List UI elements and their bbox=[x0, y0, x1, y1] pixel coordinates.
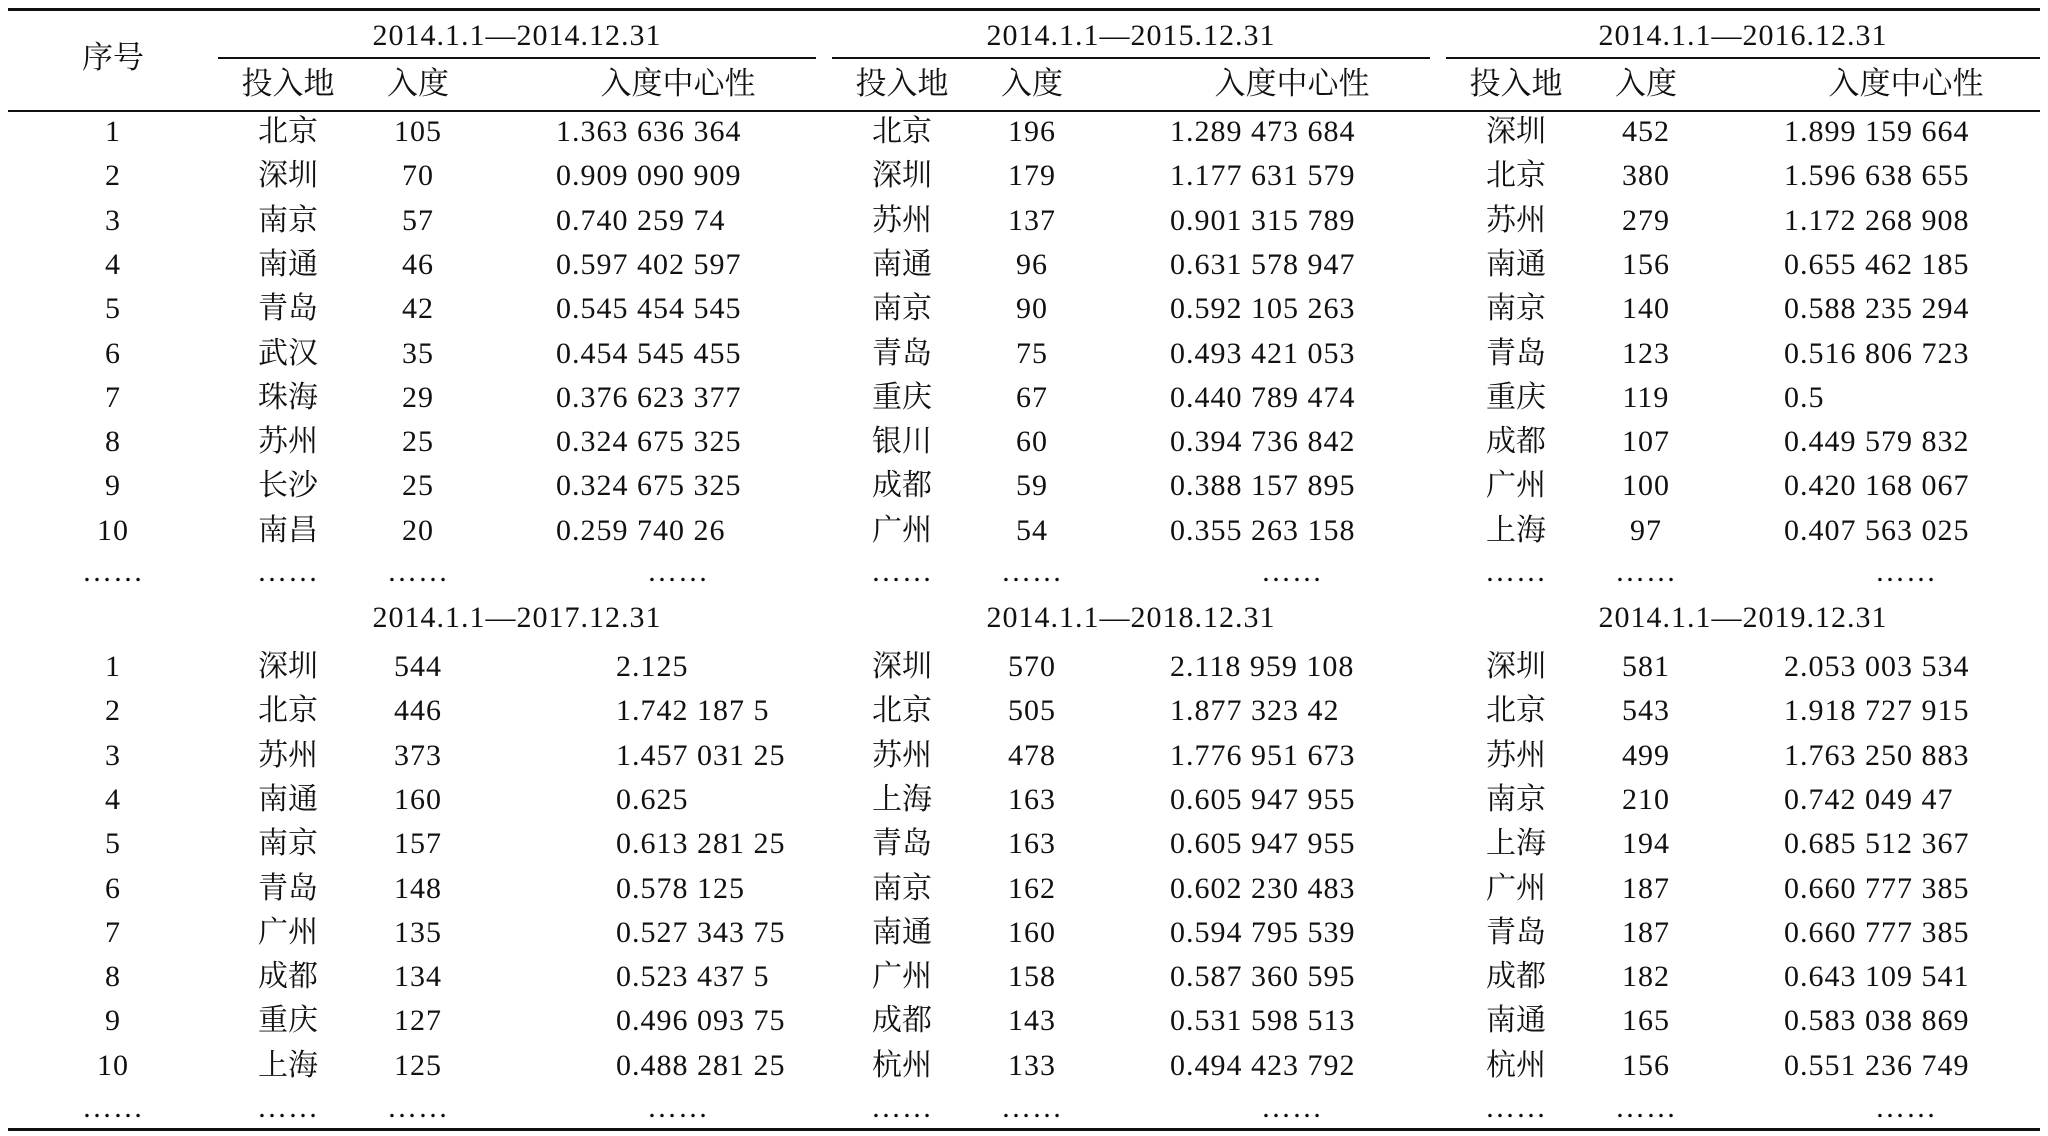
ellipsis: …… bbox=[387, 1091, 449, 1124]
cell-degree: 499 bbox=[1622, 739, 1670, 772]
cell-degree: 162 bbox=[1008, 872, 1056, 905]
ellipsis: …… bbox=[1875, 555, 1937, 588]
cell-centrality: 0.592 105 263 bbox=[1170, 292, 1356, 325]
cell-degree: 446 bbox=[394, 694, 442, 727]
cell-centrality: 0.545 454 545 bbox=[556, 292, 742, 325]
cell-degree: 543 bbox=[1622, 694, 1670, 727]
column-header-degree: 入度 bbox=[1001, 66, 1063, 102]
cell-place: 重庆 bbox=[872, 380, 932, 415]
cell-place: 重庆 bbox=[258, 1003, 318, 1038]
row-index: 5 bbox=[105, 292, 121, 325]
cell-place: 北京 bbox=[872, 693, 932, 728]
cell-degree: 20 bbox=[402, 514, 434, 547]
ellipsis: …… bbox=[1001, 1091, 1063, 1124]
cell-place: 苏州 bbox=[1486, 738, 1546, 773]
cell-degree: 75 bbox=[1016, 337, 1048, 370]
cell-degree: 97 bbox=[1630, 514, 1662, 547]
cell-degree: 452 bbox=[1622, 115, 1670, 148]
cell-place: 北京 bbox=[872, 114, 932, 149]
cell-centrality: 0.740 259 74 bbox=[556, 204, 726, 237]
period-label: 2014.1.1—2016.12.31 bbox=[1598, 19, 1888, 52]
cell-place: 北京 bbox=[1486, 693, 1546, 728]
cell-centrality: 0.605 947 955 bbox=[1170, 783, 1356, 816]
cell-place: 北京 bbox=[258, 114, 318, 149]
cell-degree: 156 bbox=[1622, 1049, 1670, 1082]
cell-place: 珠海 bbox=[258, 380, 318, 415]
cell-place: 南通 bbox=[1486, 247, 1546, 282]
cell-centrality: 0.583 038 869 bbox=[1784, 1004, 1970, 1037]
cell-centrality: 0.643 109 541 bbox=[1784, 960, 1970, 993]
cell-centrality: 0.394 736 842 bbox=[1170, 425, 1356, 458]
cell-degree: 380 bbox=[1622, 159, 1670, 192]
cell-centrality: 0.742 049 47 bbox=[1784, 783, 1954, 816]
cell-centrality: 1.363 636 364 bbox=[556, 115, 742, 148]
cell-degree: 46 bbox=[402, 248, 434, 281]
cell-place: 广州 bbox=[872, 959, 932, 994]
cell-centrality: 0.454 545 455 bbox=[556, 337, 742, 370]
ellipsis: …… bbox=[257, 555, 319, 588]
cell-place: 苏州 bbox=[872, 203, 932, 238]
period-label: 2014.1.1—2018.12.31 bbox=[986, 601, 1276, 634]
cell-centrality: 0.631 578 947 bbox=[1170, 248, 1356, 281]
cell-place: 青岛 bbox=[872, 826, 932, 861]
cell-centrality: 0.376 623 377 bbox=[556, 381, 742, 414]
cell-centrality: 0.531 598 513 bbox=[1170, 1004, 1356, 1037]
cell-centrality: 0.901 315 789 bbox=[1170, 204, 1356, 237]
ellipsis: …… bbox=[82, 1091, 144, 1124]
cell-place: 成都 bbox=[1486, 424, 1546, 459]
cell-centrality: 0.440 789 474 bbox=[1170, 381, 1356, 414]
cell-centrality: 2.125 bbox=[616, 650, 689, 683]
ellipsis: …… bbox=[1615, 1091, 1677, 1124]
column-header-place: 投入地 bbox=[1469, 66, 1563, 102]
cell-degree: 505 bbox=[1008, 694, 1056, 727]
ellipsis: …… bbox=[257, 1091, 319, 1124]
cell-place: 青岛 bbox=[258, 291, 318, 326]
cell-place: 北京 bbox=[1486, 158, 1546, 193]
cell-place: 广州 bbox=[1486, 468, 1546, 503]
cell-centrality: 0.587 360 595 bbox=[1170, 960, 1356, 993]
cell-place: 南京 bbox=[872, 871, 932, 906]
cell-place: 长沙 bbox=[258, 468, 318, 503]
cell-degree: 160 bbox=[1008, 916, 1056, 949]
cell-degree: 581 bbox=[1622, 650, 1670, 683]
cell-place: 深圳 bbox=[872, 158, 932, 193]
cell-degree: 158 bbox=[1008, 960, 1056, 993]
cell-degree: 60 bbox=[1016, 425, 1048, 458]
row-index: 6 bbox=[105, 337, 121, 370]
cell-degree: 196 bbox=[1008, 115, 1056, 148]
cell-degree: 279 bbox=[1622, 204, 1670, 237]
cell-degree: 165 bbox=[1622, 1004, 1670, 1037]
cell-degree: 570 bbox=[1008, 650, 1056, 683]
row-index: 9 bbox=[105, 1004, 121, 1037]
column-header-place: 投入地 bbox=[241, 66, 335, 102]
cell-degree: 187 bbox=[1622, 872, 1670, 905]
cell-degree: 156 bbox=[1622, 248, 1670, 281]
cell-place: 成都 bbox=[258, 959, 318, 994]
row-index: 1 bbox=[105, 115, 121, 148]
cell-place: 南通 bbox=[258, 247, 318, 282]
cell-place: 杭州 bbox=[1486, 1048, 1546, 1083]
cell-degree: 163 bbox=[1008, 783, 1056, 816]
cell-degree: 35 bbox=[402, 337, 434, 370]
cell-degree: 194 bbox=[1622, 827, 1670, 860]
ellipsis: …… bbox=[1485, 555, 1547, 588]
cell-place: 上海 bbox=[258, 1048, 318, 1083]
cell-place: 上海 bbox=[872, 782, 932, 817]
column-header-centrality: 入度中心性 bbox=[600, 66, 756, 102]
cell-place: 上海 bbox=[1486, 826, 1546, 861]
row-index: 6 bbox=[105, 872, 121, 905]
cell-centrality: 0.909 090 909 bbox=[556, 159, 742, 192]
cell-centrality: 0.685 512 367 bbox=[1784, 827, 1970, 860]
cell-place: 南京 bbox=[1486, 782, 1546, 817]
cell-place: 苏州 bbox=[1486, 203, 1546, 238]
cell-place: 深圳 bbox=[1486, 114, 1546, 149]
cell-centrality: 1.742 187 5 bbox=[616, 694, 770, 727]
cell-place: 南通 bbox=[1486, 1003, 1546, 1038]
cell-place: 苏州 bbox=[258, 424, 318, 459]
cell-place: 南京 bbox=[872, 291, 932, 326]
cell-place: 南京 bbox=[258, 203, 318, 238]
cell-place: 苏州 bbox=[258, 738, 318, 773]
cell-centrality: 0.449 579 832 bbox=[1784, 425, 1970, 458]
cell-degree: 160 bbox=[394, 783, 442, 816]
cell-centrality: 1.776 951 673 bbox=[1170, 739, 1356, 772]
cell-centrality: 0.660 777 385 bbox=[1784, 872, 1970, 905]
cell-degree: 163 bbox=[1008, 827, 1056, 860]
cell-degree: 105 bbox=[394, 115, 442, 148]
cell-centrality: 0.488 281 25 bbox=[616, 1049, 786, 1082]
row-index: 1 bbox=[105, 650, 121, 683]
cell-centrality: 1.457 031 25 bbox=[616, 739, 786, 772]
row-index: 10 bbox=[97, 1049, 129, 1082]
cell-centrality: 0.420 168 067 bbox=[1784, 469, 1970, 502]
cell-place: 南京 bbox=[258, 826, 318, 861]
cell-degree: 140 bbox=[1622, 292, 1670, 325]
cell-centrality: 0.602 230 483 bbox=[1170, 872, 1356, 905]
ellipsis: …… bbox=[647, 555, 709, 588]
ellipsis: …… bbox=[647, 1091, 709, 1124]
ellipsis: …… bbox=[871, 1091, 933, 1124]
cell-centrality: 0.523 437 5 bbox=[616, 960, 770, 993]
cell-place: 南通 bbox=[872, 247, 932, 282]
cell-place: 成都 bbox=[872, 1003, 932, 1038]
cell-place: 深圳 bbox=[1486, 649, 1546, 684]
cell-centrality: 0.5 bbox=[1784, 381, 1825, 414]
cell-centrality: 0.388 157 895 bbox=[1170, 469, 1356, 502]
cell-place: 南通 bbox=[872, 915, 932, 950]
ellipsis: …… bbox=[1001, 555, 1063, 588]
row-index: 4 bbox=[105, 783, 121, 816]
row-index: 4 bbox=[105, 248, 121, 281]
cell-degree: 42 bbox=[402, 292, 434, 325]
ellipsis: …… bbox=[871, 555, 933, 588]
cell-centrality: 0.605 947 955 bbox=[1170, 827, 1356, 860]
cell-degree: 59 bbox=[1016, 469, 1048, 502]
cell-place: 广州 bbox=[1486, 871, 1546, 906]
cell-degree: 187 bbox=[1622, 916, 1670, 949]
cell-degree: 148 bbox=[394, 872, 442, 905]
row-index: 7 bbox=[105, 916, 121, 949]
cell-degree: 119 bbox=[1622, 381, 1670, 414]
cell-centrality: 0.496 093 75 bbox=[616, 1004, 786, 1037]
cell-centrality: 1.877 323 42 bbox=[1170, 694, 1340, 727]
column-header-place: 投入地 bbox=[855, 66, 949, 102]
cell-degree: 179 bbox=[1008, 159, 1056, 192]
cell-centrality: 1.596 638 655 bbox=[1784, 159, 1970, 192]
cell-centrality: 1.172 268 908 bbox=[1784, 204, 1970, 237]
cell-degree: 70 bbox=[402, 159, 434, 192]
cell-centrality: 1.763 250 883 bbox=[1784, 739, 1970, 772]
row-index: 5 bbox=[105, 827, 121, 860]
cell-centrality: 0.324 675 325 bbox=[556, 469, 742, 502]
cell-degree: 135 bbox=[394, 916, 442, 949]
row-index: 3 bbox=[105, 204, 121, 237]
cell-degree: 478 bbox=[1008, 739, 1056, 772]
row-index: 7 bbox=[105, 381, 121, 414]
cell-centrality: 0.625 bbox=[616, 783, 689, 816]
period-label: 2014.1.1—2017.12.31 bbox=[372, 601, 662, 634]
row-index: 2 bbox=[105, 159, 121, 192]
cell-centrality: 0.551 236 749 bbox=[1784, 1049, 1970, 1082]
cell-place: 南京 bbox=[1486, 291, 1546, 326]
table-top-rule bbox=[8, 8, 2040, 11]
cell-centrality: 0.655 462 185 bbox=[1784, 248, 1970, 281]
ellipsis: …… bbox=[1485, 1091, 1547, 1124]
cell-centrality: 0.493 421 053 bbox=[1170, 337, 1356, 370]
cell-place: 杭州 bbox=[872, 1048, 932, 1083]
period-label: 2014.1.1—2014.12.31 bbox=[372, 19, 662, 52]
cell-place: 成都 bbox=[872, 468, 932, 503]
row-index: 10 bbox=[97, 514, 129, 547]
cell-degree: 137 bbox=[1008, 204, 1056, 237]
cell-degree: 25 bbox=[402, 425, 434, 458]
cell-centrality: 0.516 806 723 bbox=[1784, 337, 1970, 370]
cell-degree: 100 bbox=[1622, 469, 1670, 502]
cell-centrality: 1.899 159 664 bbox=[1784, 115, 1970, 148]
cell-degree: 90 bbox=[1016, 292, 1048, 325]
cell-degree: 373 bbox=[394, 739, 442, 772]
cell-place: 上海 bbox=[1486, 513, 1546, 548]
cell-centrality: 1.177 631 579 bbox=[1170, 159, 1356, 192]
column-header-centrality: 入度中心性 bbox=[1214, 66, 1370, 102]
cell-place: 青岛 bbox=[258, 871, 318, 906]
cell-place: 北京 bbox=[258, 693, 318, 728]
cell-centrality: 0.597 402 597 bbox=[556, 248, 742, 281]
cell-centrality: 0.613 281 25 bbox=[616, 827, 786, 860]
cell-degree: 134 bbox=[394, 960, 442, 993]
cell-degree: 25 bbox=[402, 469, 434, 502]
cell-degree: 157 bbox=[394, 827, 442, 860]
cell-centrality: 0.494 423 792 bbox=[1170, 1049, 1356, 1082]
cell-degree: 107 bbox=[1622, 425, 1670, 458]
cell-centrality: 2.053 003 534 bbox=[1784, 650, 1970, 683]
row-index: 9 bbox=[105, 469, 121, 502]
cell-degree: 133 bbox=[1008, 1049, 1056, 1082]
cell-place: 青岛 bbox=[872, 336, 932, 371]
cell-centrality: 0.527 343 75 bbox=[616, 916, 786, 949]
index-header: 序号 bbox=[82, 40, 144, 76]
row-index: 2 bbox=[105, 694, 121, 727]
cell-degree: 54 bbox=[1016, 514, 1048, 547]
ellipsis: …… bbox=[1261, 1091, 1323, 1124]
ellipsis: …… bbox=[1875, 1091, 1937, 1124]
cell-centrality: 1.918 727 915 bbox=[1784, 694, 1970, 727]
cell-centrality: 0.324 675 325 bbox=[556, 425, 742, 458]
ellipsis: …… bbox=[387, 555, 449, 588]
cell-place: 苏州 bbox=[872, 738, 932, 773]
cell-place: 南昌 bbox=[258, 513, 318, 548]
cell-degree: 143 bbox=[1008, 1004, 1056, 1037]
cell-centrality: 0.407 563 025 bbox=[1784, 514, 1970, 547]
cell-centrality: 2.118 959 108 bbox=[1170, 650, 1355, 683]
cell-place: 重庆 bbox=[1486, 380, 1546, 415]
cell-place: 青岛 bbox=[1486, 915, 1546, 950]
cell-centrality: 0.588 235 294 bbox=[1784, 292, 1970, 325]
cell-degree: 67 bbox=[1016, 381, 1048, 414]
cell-centrality: 0.259 740 26 bbox=[556, 514, 726, 547]
cell-degree: 57 bbox=[402, 204, 434, 237]
cell-degree: 544 bbox=[394, 650, 442, 683]
row-index: 8 bbox=[105, 960, 121, 993]
cell-centrality: 0.594 795 539 bbox=[1170, 916, 1356, 949]
row-index: 3 bbox=[105, 739, 121, 772]
row-index: 8 bbox=[105, 425, 121, 458]
cell-degree: 210 bbox=[1622, 783, 1670, 816]
column-header-centrality: 入度中心性 bbox=[1828, 66, 1984, 102]
cell-place: 深圳 bbox=[258, 649, 318, 684]
cell-degree: 96 bbox=[1016, 248, 1048, 281]
cell-centrality: 1.289 473 684 bbox=[1170, 115, 1356, 148]
cell-place: 广州 bbox=[258, 915, 318, 950]
cell-degree: 127 bbox=[394, 1004, 442, 1037]
cell-degree: 125 bbox=[394, 1049, 442, 1082]
cell-place: 成都 bbox=[1486, 959, 1546, 994]
cell-place: 深圳 bbox=[872, 649, 932, 684]
cell-place: 深圳 bbox=[258, 158, 318, 193]
period-label: 2014.1.1—2019.12.31 bbox=[1598, 601, 1888, 634]
cell-place: 武汉 bbox=[258, 336, 318, 371]
column-header-degree: 入度 bbox=[1615, 66, 1677, 102]
cell-centrality: 0.660 777 385 bbox=[1784, 916, 1970, 949]
column-header-degree: 入度 bbox=[387, 66, 449, 102]
cell-centrality: 0.355 263 158 bbox=[1170, 514, 1356, 547]
cell-place: 南通 bbox=[258, 782, 318, 817]
cell-degree: 29 bbox=[402, 381, 434, 414]
cell-degree: 123 bbox=[1622, 337, 1670, 370]
ellipsis: …… bbox=[82, 555, 144, 588]
ellipsis: …… bbox=[1615, 555, 1677, 588]
ellipsis: …… bbox=[1261, 555, 1323, 588]
cell-place: 青岛 bbox=[1486, 336, 1546, 371]
cell-degree: 182 bbox=[1622, 960, 1670, 993]
cell-centrality: 0.578 125 bbox=[616, 872, 745, 905]
period-label: 2014.1.1—2015.12.31 bbox=[986, 19, 1276, 52]
cell-place: 广州 bbox=[872, 513, 932, 548]
cell-place: 银川 bbox=[872, 424, 932, 459]
